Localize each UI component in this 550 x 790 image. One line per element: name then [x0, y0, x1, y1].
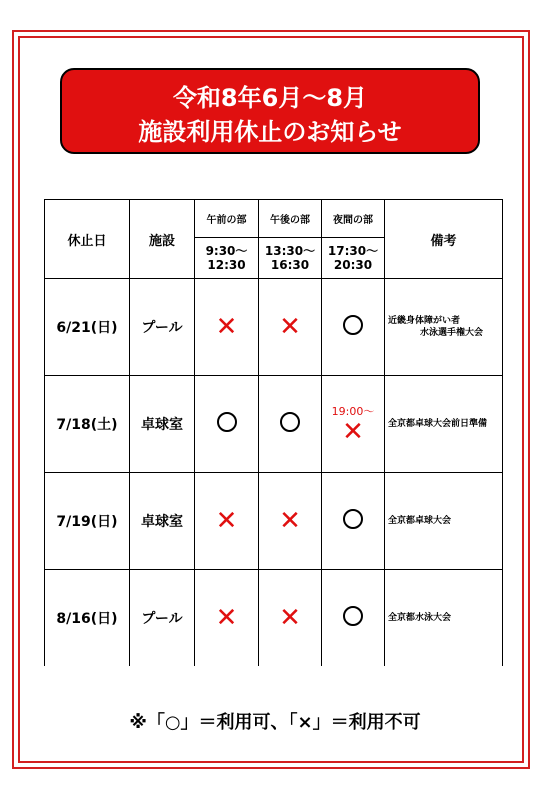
- time-afternoon-line: 13:30～: [264, 244, 316, 258]
- time-night: [322, 238, 385, 279]
- time-morning-line: 12:30: [207, 258, 246, 272]
- unavailable-mark: ✕: [215, 312, 238, 342]
- table-row: [45, 473, 503, 570]
- remarks-line-2: 水泳選手権大会: [420, 328, 484, 338]
- night-note-time: 19:00～: [331, 405, 375, 418]
- remarks-cell: [385, 570, 503, 667]
- table-row: [45, 279, 503, 376]
- available-mark: [217, 412, 237, 432]
- unavailable-mark: ✕: [342, 417, 364, 447]
- cell-afternoon: [259, 376, 322, 473]
- remarks-cell: [385, 376, 503, 473]
- closure-date: 6/21(日): [45, 279, 130, 376]
- facility-name: プール: [130, 279, 195, 376]
- table-row: [45, 376, 503, 473]
- title-banner: [60, 68, 480, 154]
- cell-night: [322, 279, 385, 376]
- header-remarks: 備考: [385, 200, 503, 279]
- remarks-cell: [385, 473, 503, 570]
- time-morning-line: 9:30～: [205, 244, 248, 258]
- cell-afternoon: [259, 473, 322, 570]
- closure-date: 8/16(日): [45, 570, 130, 667]
- header-morning: 午前の部: [195, 200, 259, 238]
- cell-afternoon: [259, 279, 322, 376]
- title-line-2: 施設利用休止のお知らせ: [138, 118, 402, 146]
- remarks-line-1: 全京都水泳大会: [388, 613, 452, 623]
- header-night: 夜間の部: [322, 200, 385, 238]
- title-line-1: 令和8年6月～8月: [172, 84, 368, 112]
- remarks-line-1: 近畿身体障がい者: [388, 316, 461, 326]
- time-night-line: 17:30～: [327, 244, 379, 258]
- unavailable-mark: ✕: [215, 603, 238, 633]
- facility-name: 卓球室: [130, 473, 195, 570]
- remarks-line-1: 全京都卓球大会: [388, 516, 452, 526]
- remarks-cell: [385, 279, 503, 376]
- time-night-line: 20:30: [333, 258, 373, 272]
- cell-morning: [195, 473, 259, 570]
- closure-table: [44, 199, 503, 666]
- available-mark: [280, 412, 300, 432]
- available-mark: [343, 315, 363, 335]
- unavailable-mark: ✕: [215, 506, 238, 536]
- cell-morning: [195, 376, 259, 473]
- remarks-line-1: 全京都卓球大会前日準備: [388, 419, 488, 429]
- cell-afternoon: [259, 570, 322, 667]
- cell-morning: [195, 279, 259, 376]
- facility-name: プール: [130, 570, 195, 667]
- unavailable-mark: ✕: [279, 506, 301, 536]
- header-date: 休止日: [45, 200, 130, 279]
- header-afternoon: 午後の部: [259, 200, 322, 238]
- closure-date: 7/19(日): [45, 473, 130, 570]
- legend: ※「○」＝利用可、「×」＝利用不可: [129, 712, 421, 733]
- available-mark: [343, 606, 363, 626]
- time-afternoon-line: 16:30: [270, 258, 310, 272]
- header-facility: 施設: [130, 200, 195, 279]
- cell-morning: [195, 570, 259, 667]
- facility-name: 卓球室: [130, 376, 195, 473]
- time-afternoon: [259, 238, 322, 279]
- unavailable-mark: ✕: [279, 312, 301, 342]
- unavailable-mark: ✕: [279, 603, 301, 633]
- cell-night: [322, 473, 385, 570]
- cell-night: [322, 570, 385, 667]
- cell-night: [322, 376, 385, 473]
- available-mark: [343, 509, 363, 529]
- table-row: [45, 570, 503, 667]
- closure-date: 7/18(土): [45, 376, 130, 473]
- time-morning: [195, 238, 259, 279]
